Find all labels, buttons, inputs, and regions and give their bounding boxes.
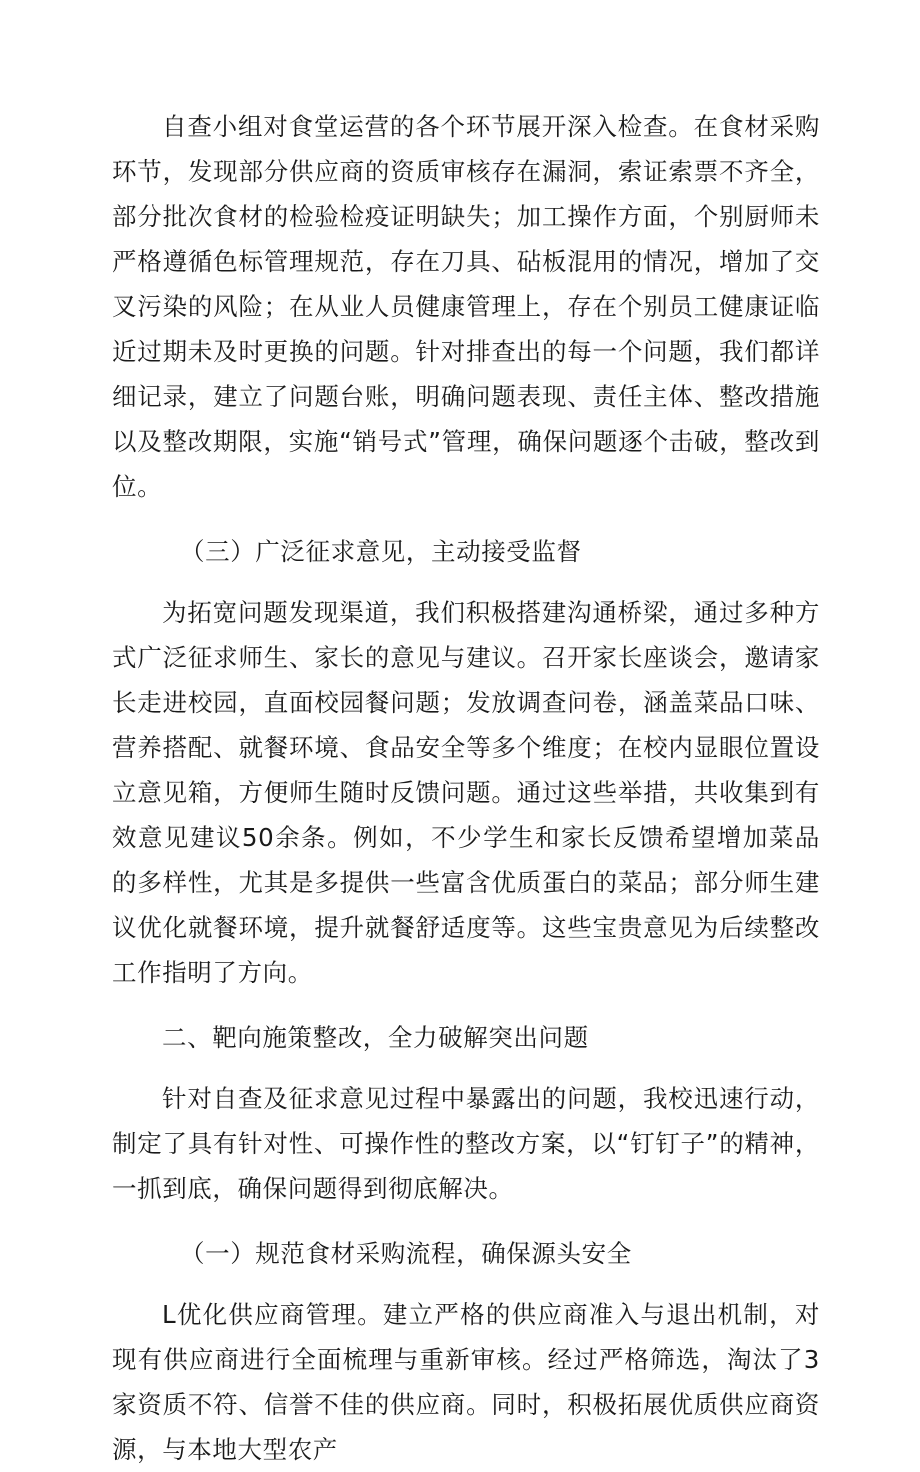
paragraph-self-inspection: 自查小组对食堂运营的各个环节展开深入检查。在食材采购环节，发现部分供应商的资质审核存在漏洞，索证索票不齐全，部分批次食材的检验检疫证明缺失；加工操作方面，个别厨师未严格遵循色标管理规范，存在刀具、砧板混用的情况，增加了交叉污染的风险；在从业人员健康管理上，存在个别员工健康证临近过期未及时更换的问题。针对排查出的每一个问题，我们都详细记录，建立了问题台账，明确问题表现、责任主体、整改措施以及整改期限，实施“销号式”管理，确保问题逐个击破，整改到位。 (112, 112, 820, 501)
section-heading-1: （一）规范食材采购流程，确保源头安全 (180, 1239, 632, 1268)
paragraph-solicit-opinions: 为拓宽问题发现渠道，我们积极搭建沟通桥梁，通过多种方式广泛征求师生、家长的意见与建议。召开家长座谈会，邀请家长走进校园，直面校园餐问题；发放调查问卷，涵盖菜品口味、营养搭配、就餐环境、食品安全等多个维度；在校内显眼位置设立意见箱，方便师生随时反馈问题。通过这些举措，共收集到有效意见建议50余条。例如，不少学生和家长反馈希望增加菜品的多样性，尤其是多提供一些富含优质蛋白的菜品；部分师生建议优化就餐环境，提升就餐舒适度等。这些宝贵意见为后续整改工作指明了方向。 (112, 598, 820, 987)
document-body (112, 104, 820, 1472)
section-heading-3: （三）广泛征求意见，主动接受监督 (180, 537, 582, 566)
chapter-heading-2: 二、靶向施策整改，全力破解突出问题 (162, 1023, 589, 1052)
paragraph-supplier-management: L优化供应商管理。建立严格的供应商准入与退出机制，对现有供应商进行全面梳理与重新审核。经过严格筛选，淘汰了3家资质不符、信誉不佳的供应商。同时，积极拓展优质供应商资源，与本地大型农产 (112, 1300, 820, 1464)
paragraph-rectification-plan: 针对自查及征求意见过程中暴露出的问题，我校迅速行动，制定了具有针对性、可操作性的整改方案，以“钉钉子”的精神，一抓到底，确保问题得到彻底解决。 (112, 1084, 820, 1203)
